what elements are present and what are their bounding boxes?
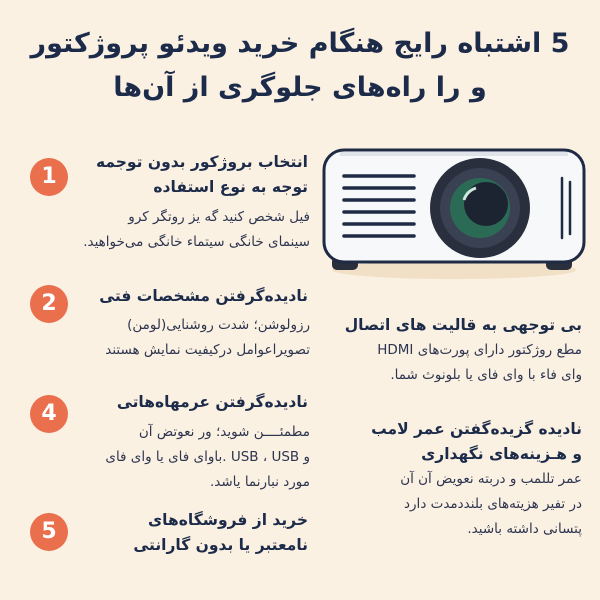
- mistake-4: [80, 390, 308, 415]
- mistake-1-body-line-1: فیل شخص کنید گه یز روتگر کرو: [128, 209, 310, 225]
- mistake-1-heading-line-2: توجه به نوع استفاده: [153, 178, 308, 196]
- mistake-2: [80, 284, 308, 309]
- mistake-5-heading-line-1: خرید از فروشگاه‌های: [147, 511, 308, 529]
- number-badge-4: 4: [30, 395, 68, 433]
- lamp-heading-line-2: و هـزینه‌های نگهداری: [421, 445, 582, 463]
- title-line-1: 5 اشتباه رایج هنگام خرید ویدئو پروژکتور: [30, 28, 570, 59]
- lamp-body-line-3: پتسانی داشته باشید.: [467, 521, 582, 537]
- mistake-4-body-line-1: مطمئــــن شوید؛ ور نعوتض آن: [138, 424, 310, 440]
- number-badge-5: 5: [30, 513, 68, 551]
- mistake-5: [80, 508, 308, 558]
- mistake-2-body-line-1: رزولوشن؛ شدت روشنایی(لومن): [127, 317, 310, 333]
- mistake-3-heading: بی توجهی به قالیت‌ های اتصال: [344, 316, 582, 334]
- mistake-1-body: [20, 205, 310, 255]
- number-badge-2: 2: [30, 285, 68, 323]
- number-badge-1: 1: [30, 158, 68, 196]
- mistake-3: [320, 313, 582, 388]
- mistake-2-body: [20, 313, 310, 363]
- mistake-1-body-line-2: سینمای خانگی سیتماء خانگی می‌خواهید.: [83, 234, 310, 250]
- lamp-body-line-1: عمر تللمب و دربته نعویض آن آن: [400, 471, 582, 487]
- mistake-1-heading-line-1: انتخاب بروژکور بدون توجمه: [95, 153, 308, 171]
- lamp-body-line-2: در تفیر هزیته‌های بلنددمدت دارد: [404, 496, 582, 512]
- mistake-4-body-line-3: مورد نبارنما یاشد.: [209, 474, 310, 490]
- projector-lens-core: [464, 182, 508, 226]
- projector-shadow: [332, 261, 576, 279]
- projector-icon: [318, 138, 590, 280]
- mistake-4-body-line-2: و USB ، USB .باوای فای یا وای فای: [105, 449, 310, 465]
- lamp-heading-line-1: نادیده گزیده‌گفتن عمر لامب: [371, 420, 582, 438]
- mistake-1: [80, 150, 308, 200]
- title-line-2: و را راه‌های جلوگری از آن‌ها: [113, 72, 487, 103]
- mistake-3-body-line-1: مطع روژکتور دارای پورت‌های HDMI: [377, 342, 582, 358]
- mistake-2-body-line-2: تصویراعوامل درکیفیت نمایش هستند: [105, 342, 310, 358]
- mistake-4-heading: نادیده‌گرفتن عرمهاه‌هاتی: [116, 393, 308, 411]
- mistake-2-heading: نادیده‌گرفتن مشخصات فتی: [99, 287, 308, 305]
- page-title: [20, 22, 580, 110]
- mistake-4-body: [20, 420, 310, 495]
- mistake-5-heading-line-2: نامعتبر یا بدون گارانتی: [133, 536, 308, 554]
- lamp-mistake: [320, 417, 582, 542]
- mistake-3-body-line-2: وای فاء با وای فای یا بلونوث شما.: [390, 367, 582, 383]
